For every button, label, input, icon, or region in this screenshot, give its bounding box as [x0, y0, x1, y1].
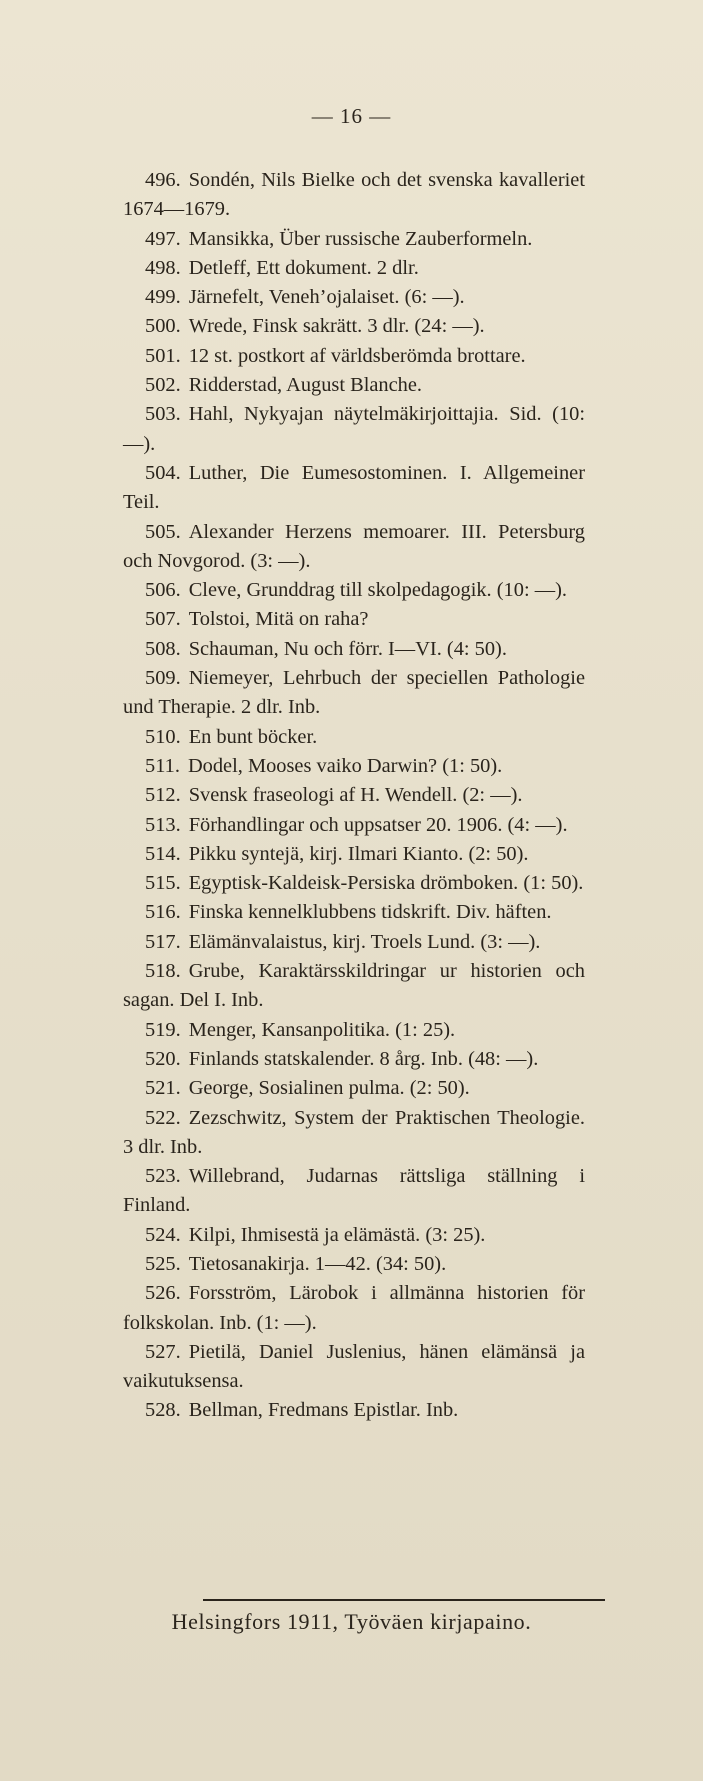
catalogue-entry	[123, 459, 585, 518]
entry-text: Alexander Herzens memoarer. III. Petersburg och Novgorod. (3: —).	[123, 520, 585, 572]
entry-number: 506.	[145, 579, 181, 602]
entry-number: 498.	[145, 256, 181, 279]
entry-number: 522.	[145, 1106, 181, 1129]
catalogue-entry	[123, 400, 585, 459]
entry-number: 512.	[145, 784, 181, 807]
entry-number: 510.	[145, 725, 181, 748]
entry-text: 12 st. postkort af världsberömda brottare.	[188, 344, 526, 367]
entry-text: Kilpi, Ihmisestä ja elämästä. (3: 25).	[188, 1223, 486, 1246]
catalogue-entry	[123, 1104, 585, 1163]
entry-text: Forsström, Lärobok i allmänna historien för folkskolan. Inb. (1: —).	[123, 1282, 585, 1334]
entry-number: 499.	[145, 286, 181, 309]
entry-number: 527.	[145, 1340, 181, 1363]
catalogue-entry	[123, 928, 585, 957]
entry-number: 497.	[145, 227, 181, 250]
entry-number: 528.	[145, 1399, 181, 1422]
entry-text: Finlands statskalender. 8 årg. Inb. (48: —).	[188, 1047, 539, 1070]
catalogue-entry	[123, 840, 585, 869]
catalogue-entry	[123, 225, 585, 254]
entry-number: 505.	[145, 520, 181, 543]
entry-text: Mansikka, Über russische Zauberformeln.	[188, 227, 533, 250]
entry-text: Wrede, Finsk sakrätt. 3 dlr. (24: —).	[188, 315, 485, 338]
entry-text: Schauman, Nu och förr. I—VI. (4: 50).	[188, 637, 507, 660]
entry-number: 517.	[145, 930, 181, 953]
catalogue-entry	[123, 518, 585, 577]
catalogue-entry	[123, 342, 585, 371]
catalogue-entry	[123, 605, 585, 634]
catalogue-entry	[123, 371, 585, 400]
entry-number: 502.	[145, 374, 181, 397]
catalogue-entry	[123, 1338, 585, 1397]
entry-number: 515.	[145, 872, 181, 895]
entry-number: 519.	[145, 1018, 181, 1041]
entry-number: 516.	[145, 901, 181, 924]
catalogue-entry	[123, 1016, 585, 1045]
entry-text: En bunt böcker.	[188, 725, 318, 748]
entry-text: Luther, Die Eumesostominen. I. Allgemeiner Teil.	[123, 461, 585, 514]
entry-text: Tolstoi, Mitä on raha?	[188, 608, 369, 631]
entry-number: 500.	[145, 315, 181, 338]
catalogue-entry	[123, 1074, 585, 1103]
entry-text: Tietosanakirja. 1—42. (34: 50).	[188, 1252, 447, 1275]
catalogue-entry	[123, 664, 585, 723]
catalogue-entry	[123, 869, 585, 898]
entry-number: 503.	[145, 403, 181, 426]
entry-text: Menger, Kansanpolitika. (1: 25).	[188, 1018, 456, 1041]
catalogue-entry	[123, 1045, 585, 1074]
catalogue-entry	[123, 898, 585, 927]
catalogue-entry	[123, 283, 585, 312]
catalogue-entry	[123, 166, 585, 225]
entry-number: 514.	[145, 842, 181, 865]
entry-text: Grube, Karaktärsskildringar ur historien och sagan. Del I. Inb.	[123, 960, 585, 1012]
entry-number: 518.	[145, 960, 181, 983]
entry-text: Niemeyer, Lehrbuch der speciellen Pathologie und Therapie. 2 dlr. Inb.	[123, 667, 585, 719]
catalogue-entry	[123, 752, 585, 781]
catalogue-entry	[123, 723, 585, 752]
entry-number: 526.	[145, 1282, 181, 1305]
entry-text: Sondén, Nils Bielke och det svenska kavalleriet 1674—1679.	[123, 169, 585, 221]
catalogue-entry	[123, 254, 585, 283]
entry-number: 523.	[145, 1165, 181, 1188]
catalogue-entry	[123, 1279, 585, 1338]
entry-text: Järnefelt, Veneh’ojalaiset. (6: —).	[188, 286, 465, 309]
entry-number: 509.	[145, 667, 181, 690]
entry-number: 501.	[145, 344, 181, 367]
catalogue-entry	[123, 811, 585, 840]
entry-text: Förhandlingar och uppsatser 20. 1906. (4: —).	[188, 813, 568, 836]
entry-text: Finska kennelklubbens tidskrift. Div. häften.	[188, 901, 552, 924]
entry-text: Svensk fraseologi af H. Wendell. (2: —).	[188, 784, 523, 807]
catalogue-entry	[123, 312, 585, 341]
catalogue-list	[123, 166, 585, 1426]
catalogue-entry	[123, 957, 585, 1016]
catalogue-entry	[123, 1250, 585, 1279]
entry-text: George, Sosialinen pulma. (2: 50).	[188, 1077, 470, 1100]
entry-number: 521.	[145, 1077, 181, 1100]
entry-text: Cleve, Grunddrag till skolpedagogik. (10: —).	[188, 579, 567, 602]
entry-number: 508.	[145, 637, 181, 660]
page-number: — 16 —	[311, 104, 392, 128]
entry-text: Pikku syntejä, kirj. Ilmari Kianto. (2: 50).	[188, 842, 529, 865]
entry-text: Ridderstad, August Blanche.	[188, 374, 423, 397]
catalogue-entry	[123, 781, 585, 810]
entry-text: Pietilä, Daniel Juslenius, hänen elämänsä ja vaikutuksensa.	[123, 1340, 585, 1393]
entry-number: 496.	[145, 169, 181, 191]
catalogue-entry	[123, 1396, 585, 1425]
entry-text: Dodel, Mooses vaiko Darwin? (1: 50).	[187, 754, 503, 777]
entry-number: 513.	[145, 813, 181, 836]
entry-text: Zezschwitz, System der Praktischen Theologie. 3 dlr. Inb.	[123, 1106, 585, 1158]
entry-text: Egyptisk-Kaldeisk-Persiska drömboken. (1: 50).	[188, 872, 584, 895]
catalogue-entry	[123, 576, 585, 605]
entry-number: 525.	[145, 1252, 181, 1275]
entry-number: 507.	[145, 608, 181, 631]
printer-imprint: Helsingfors 1911, Työväen kirjapaino.	[171, 1609, 532, 1634]
entry-number: 524.	[145, 1223, 181, 1246]
entry-number: 520.	[145, 1047, 181, 1070]
entry-number: 511.	[145, 754, 180, 777]
entry-text: Hahl, Nykyajan näytelmäkirjoittajia. Sid. (10: —).	[123, 403, 585, 455]
catalogue-entry	[123, 1162, 585, 1221]
entry-text: Elämänvalaistus, kirj. Troels Lund. (3: —).	[188, 930, 541, 953]
catalogue-entry	[123, 1221, 585, 1250]
entry-number: 504.	[145, 461, 181, 484]
entry-text: Bellman, Fredmans Epistlar. Inb.	[188, 1399, 459, 1422]
entry-text: Willebrand, Judarnas rättsliga ställning i Finland.	[123, 1165, 585, 1217]
catalogue-entry	[123, 635, 585, 664]
entry-text: Detleff, Ett dokument. 2 dlr.	[188, 256, 419, 279]
footer-rule	[203, 1599, 605, 1601]
